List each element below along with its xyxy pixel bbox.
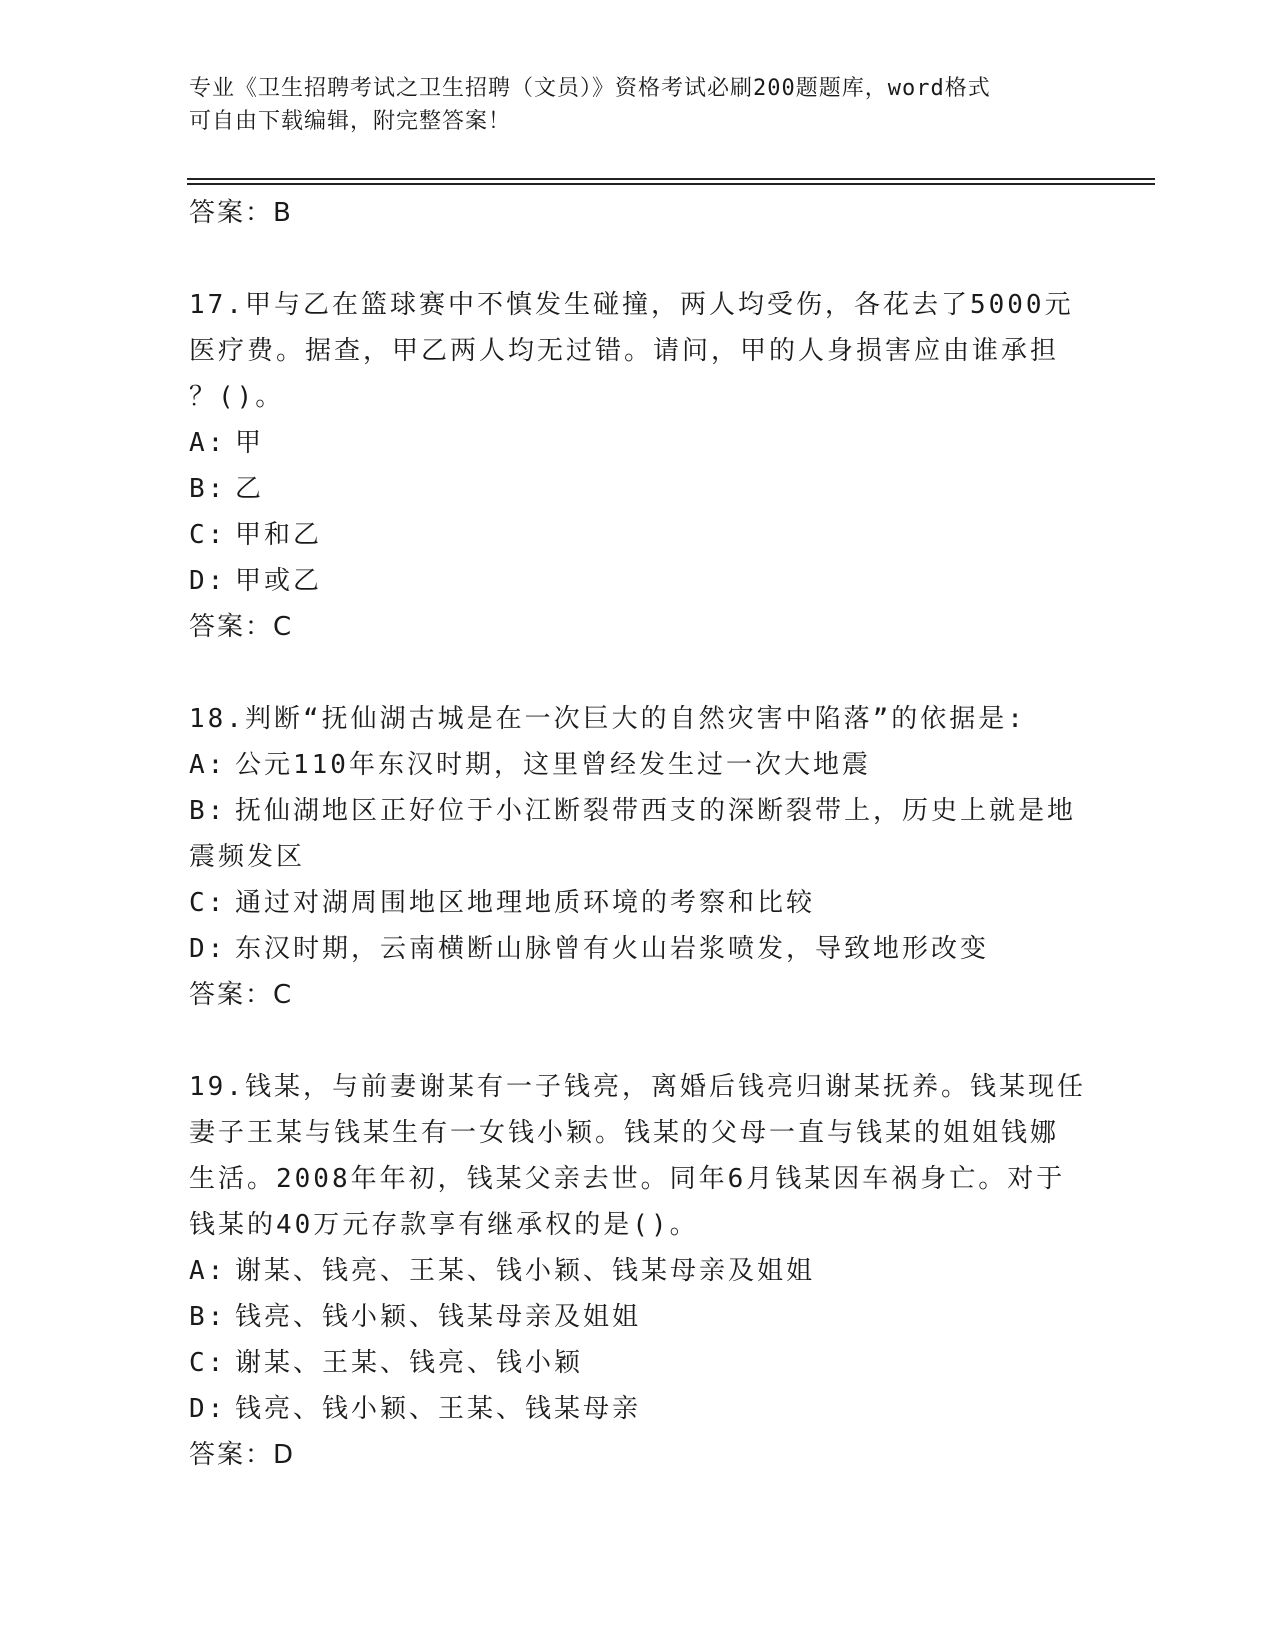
question-17-text-1: 17.甲与乙在篮球赛中不慎发生碰撞，两人均受伤，各花去了5000元 [189,290,1074,320]
question-18-option-b [189,788,1089,834]
spacer [189,236,1089,282]
question-18-option-a [189,742,1089,788]
option-text: 公元110年东汉时期，这里曾经发生过一次大地震 [235,750,871,780]
spacer [189,1018,1089,1064]
question-18-option-c [189,880,1089,926]
option-text: 甲或乙 [235,566,323,596]
question-17-option-b [189,466,1089,512]
option-label: D: [189,934,227,964]
option-text: 乙 [235,474,265,504]
option-label: B: [189,796,227,826]
question-19-text-4: 钱某的40万元存款享有继承权的是()。 [189,1210,699,1240]
question-17-text-2: 医疗费。据查，甲乙两人均无过错。请问，甲的人身损害应由谁承担 [189,336,1060,366]
option-label: B: [189,1302,227,1332]
option-label: A: [189,750,227,780]
document-header [189,72,1089,138]
header-line-1: 专业《卫生招聘考试之卫生招聘（文员）》资格考试必刷200题题库，word格式 [189,76,991,101]
question-17-option-a [189,420,1089,466]
question-18-text-1: 18.判断“抚仙湖古城是在一次巨大的自然灾害中陷落”的依据是: [189,704,1026,734]
option-label: D: [189,1394,227,1424]
option-label: D: [189,566,227,596]
question-18-option-d [189,926,1089,972]
option-label: C: [189,520,227,550]
question-19-option-b [189,1294,1089,1340]
question-17-text-3: ？()。 [189,382,285,412]
header-divider-bottom [187,183,1155,185]
question-19 [189,1064,1089,1478]
option-label: C: [189,888,227,918]
question-19-option-d [189,1386,1089,1432]
answer-q17: 答案：C [189,612,294,642]
option-text: 抚仙湖地区正好位于小江断裂带西支的深断裂带上，历史上就是地 [235,796,1077,826]
option-text: 通过对湖周围地区地理地质环境的考察和比较 [235,888,816,918]
option-text: 东汉时期，云南横断山脉曾有火山岩浆喷发，导致地形改变 [235,934,990,964]
question-19-text-3: 生活。2008年年初，钱某父亲去世。同年6月钱某因车祸身亡。对于 [189,1164,1066,1194]
option-label: A: [189,1256,227,1286]
spacer [189,650,1089,696]
option-text: 甲和乙 [235,520,323,550]
option-label: C: [189,1348,227,1378]
option-text: 谢某、钱亮、王某、钱小颖、钱某母亲及姐姐 [235,1256,816,1286]
option-text: 钱亮、钱小颖、王某、钱某母亲 [235,1394,642,1424]
question-18 [189,696,1089,1018]
option-label: A: [189,428,227,458]
question-17-option-d [189,558,1089,604]
option-text: 甲 [235,428,265,458]
question-content [189,190,1089,1478]
question-19-text-2: 妻子王某与钱某生有一女钱小颖。钱某的父母一直与钱某的姐姐钱娜 [189,1118,1060,1148]
question-19-text-1: 19.钱某，与前妻谢某有一子钱亮，离婚后钱亮归谢某抚养。钱某现任 [189,1072,1086,1102]
question-17-option-c [189,512,1089,558]
question-19-option-c [189,1340,1089,1386]
header-divider-top [187,178,1155,180]
option-text: 钱亮、钱小颖、钱某母亲及姐姐 [235,1302,642,1332]
answer-q18: 答案：C [189,980,294,1010]
question-17 [189,282,1089,650]
question-18-option-b-continued: 震频发区 [189,842,306,872]
header-line-2: 可自由下载编辑，附完整答案！ [189,109,512,134]
question-19-option-a [189,1248,1089,1294]
answer-q16: 答案：B [189,198,293,228]
answer-q19: 答案：D [189,1440,296,1470]
option-label: B: [189,474,227,504]
option-text: 谢某、王某、钱亮、钱小颖 [235,1348,584,1378]
